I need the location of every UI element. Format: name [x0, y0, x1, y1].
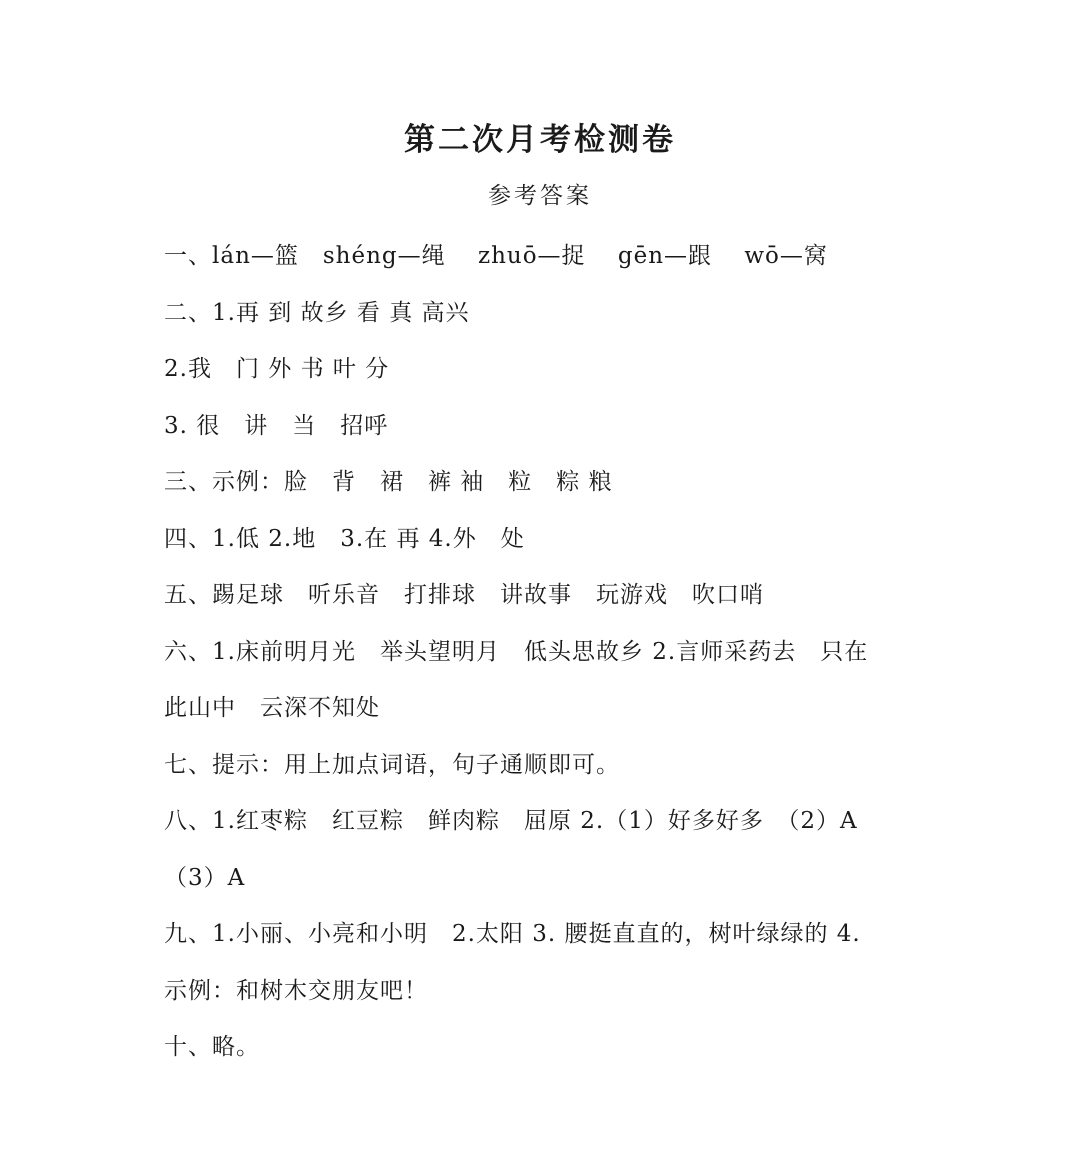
answer-line-2: 二、1.再 到 故乡 看 真 高兴	[164, 300, 470, 326]
answer-line-3: 2.我 门 外 书 叶 分	[164, 356, 390, 382]
answer-line-11: 八、1.红枣粽 红豆粽 鲜肉粽 屈原 2.（1）好多好多 （2）A	[164, 808, 858, 834]
answer-line-14: 示例：和树木交朋友吧！	[164, 978, 428, 1004]
answer-line-15: 十、略。	[164, 1034, 260, 1060]
page-title: 第二次月考检测卷	[404, 122, 676, 158]
answer-line-1: 一、lán—篮 shéng—绳 zhuō—捉 gēn—跟 wō—窝	[164, 243, 828, 269]
answer-line-4: 3. 很 讲 当 招呼	[164, 413, 389, 439]
answer-line-10: 七、提示：用上加点词语，句子通顺即可。	[164, 752, 620, 778]
answer-line-8: 六、1.床前明月光 举头望明月 低头思故乡 2.言师采药去 只在	[164, 639, 869, 665]
answer-line-6: 四、1.低 2.地 3.在 再 4.外 处	[164, 526, 525, 552]
page-subtitle: 参考答案	[488, 183, 592, 209]
answer-line-7: 五、踢足球 听乐音 打排球 讲故事 玩游戏 吹口哨	[164, 582, 764, 608]
answer-line-13: 九、1.小丽、小亮和小明 2.太阳 3. 腰挺直直的，树叶绿绿的 4.	[164, 921, 861, 947]
answer-line-5: 三、示例：脸 背 裙 裤 袖 粒 粽 粮	[164, 469, 613, 495]
answer-line-9: 此山中 云深不知处	[164, 695, 380, 721]
answer-line-12: （3）A	[164, 865, 246, 891]
